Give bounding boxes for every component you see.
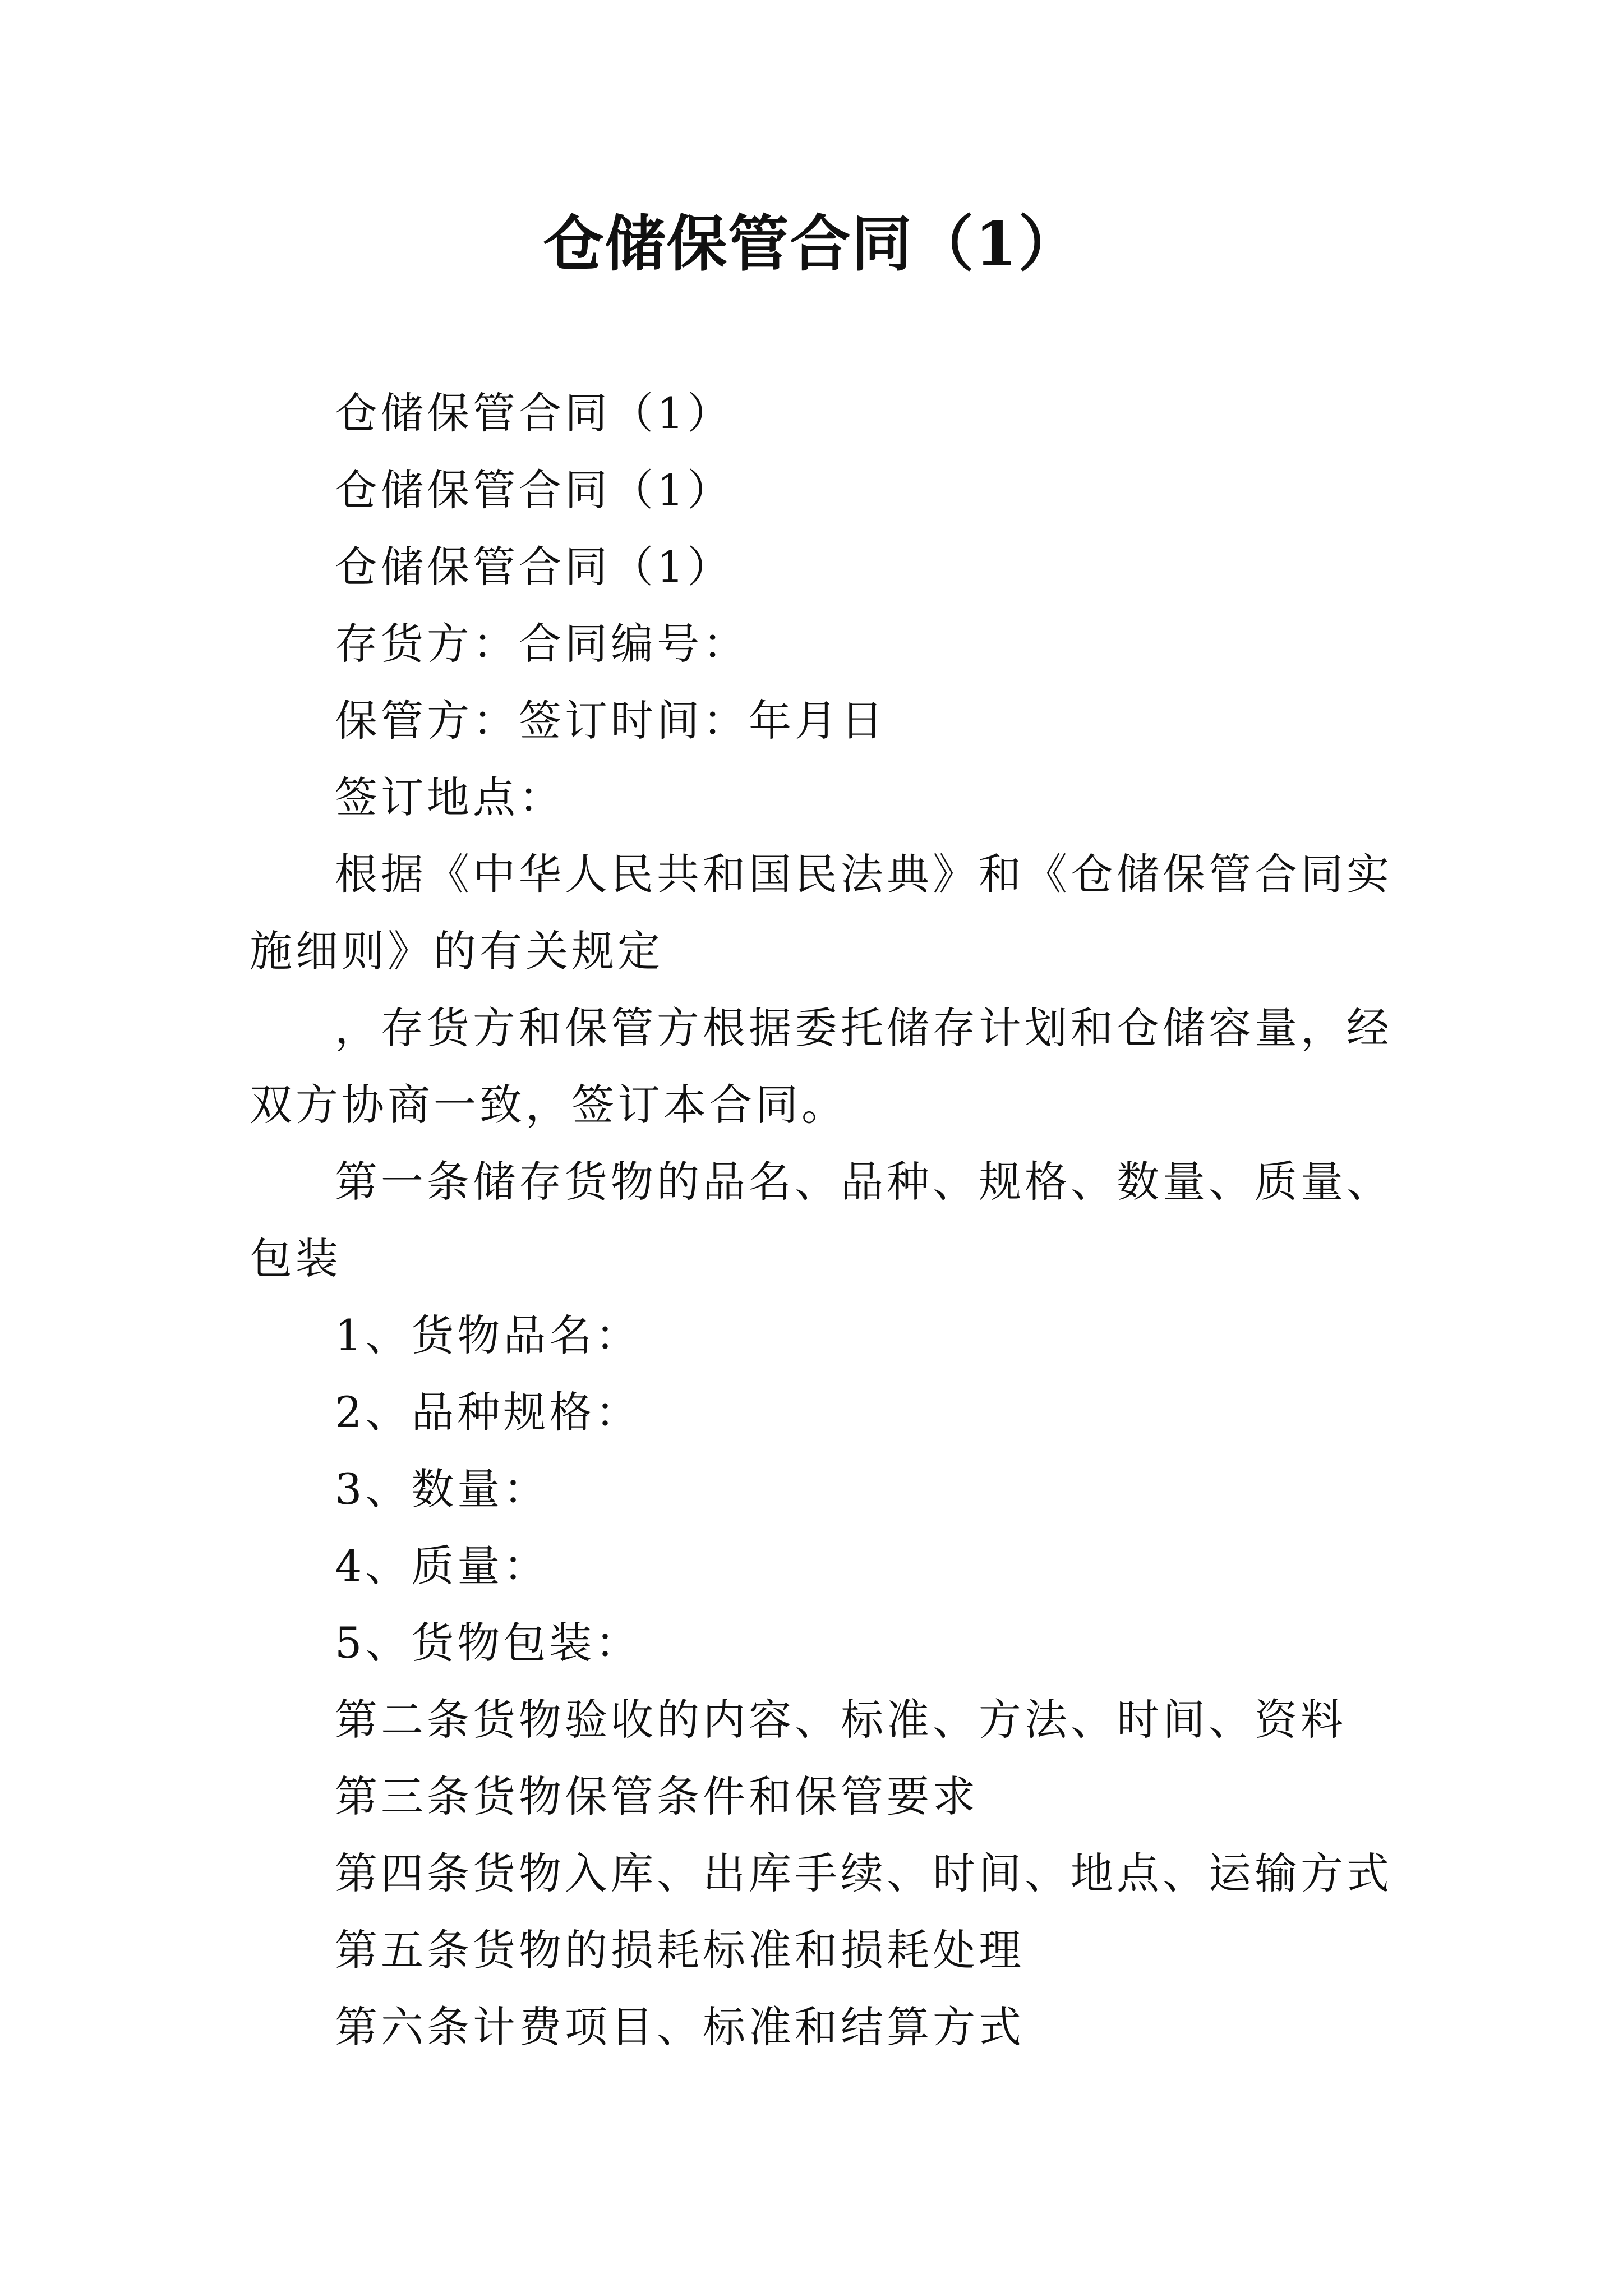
item-packaging: 5、货物包装： — [335, 1618, 642, 1668]
document-title: 仓储保管合同（1） — [543, 209, 1080, 279]
article-5-heading: 第五条货物的损耗标准和损耗处理 — [335, 1925, 1025, 1975]
custodian-signing-date-line: 保管方：签订时间：年月日 — [335, 696, 887, 746]
article-1-heading: 第一条储存货物的品名、品种、规格、数量、质量、包装 — [250, 1157, 1393, 1283]
item-goods-name: 1、货物品名： — [335, 1310, 642, 1360]
paragraph-heading-repeat-1: 仓储保管合同（1） — [335, 388, 734, 438]
depositor-contract-number-line: 存货方：合同编号： — [335, 619, 749, 669]
item-variety-spec: 2、品种规格： — [335, 1387, 642, 1437]
agreement-paragraph: ，存货方和保管方根据委托储存计划和仓储容量，经双方协商一致，签订本合同。 — [250, 1003, 1393, 1130]
article-4-heading: 第四条货物入库、出库手续、时间、地点、运输方式 — [335, 1848, 1393, 1898]
article-3-heading: 第三条货物保管条件和保管要求 — [335, 1772, 979, 1821]
document-body — [250, 375, 1394, 2065]
signing-place-line: 签订地点： — [335, 772, 565, 822]
item-quantity: 3、数量： — [335, 1464, 550, 1514]
legal-basis-paragraph: 根据《中华人民共和国民法典》和《仓储保管合同实施细则》的有关规定 — [250, 849, 1393, 976]
article-2-heading: 第二条货物验收的内容、标准、方法、时间、资料 — [335, 1695, 1347, 1745]
article-6-heading: 第六条计费项目、标准和结算方式 — [335, 2002, 1025, 2052]
paragraph-heading-repeat-2: 仓储保管合同（1） — [335, 465, 734, 515]
item-quality: 4、质量： — [335, 1541, 550, 1591]
paragraph-heading-repeat-3: 仓储保管合同（1） — [335, 542, 734, 592]
